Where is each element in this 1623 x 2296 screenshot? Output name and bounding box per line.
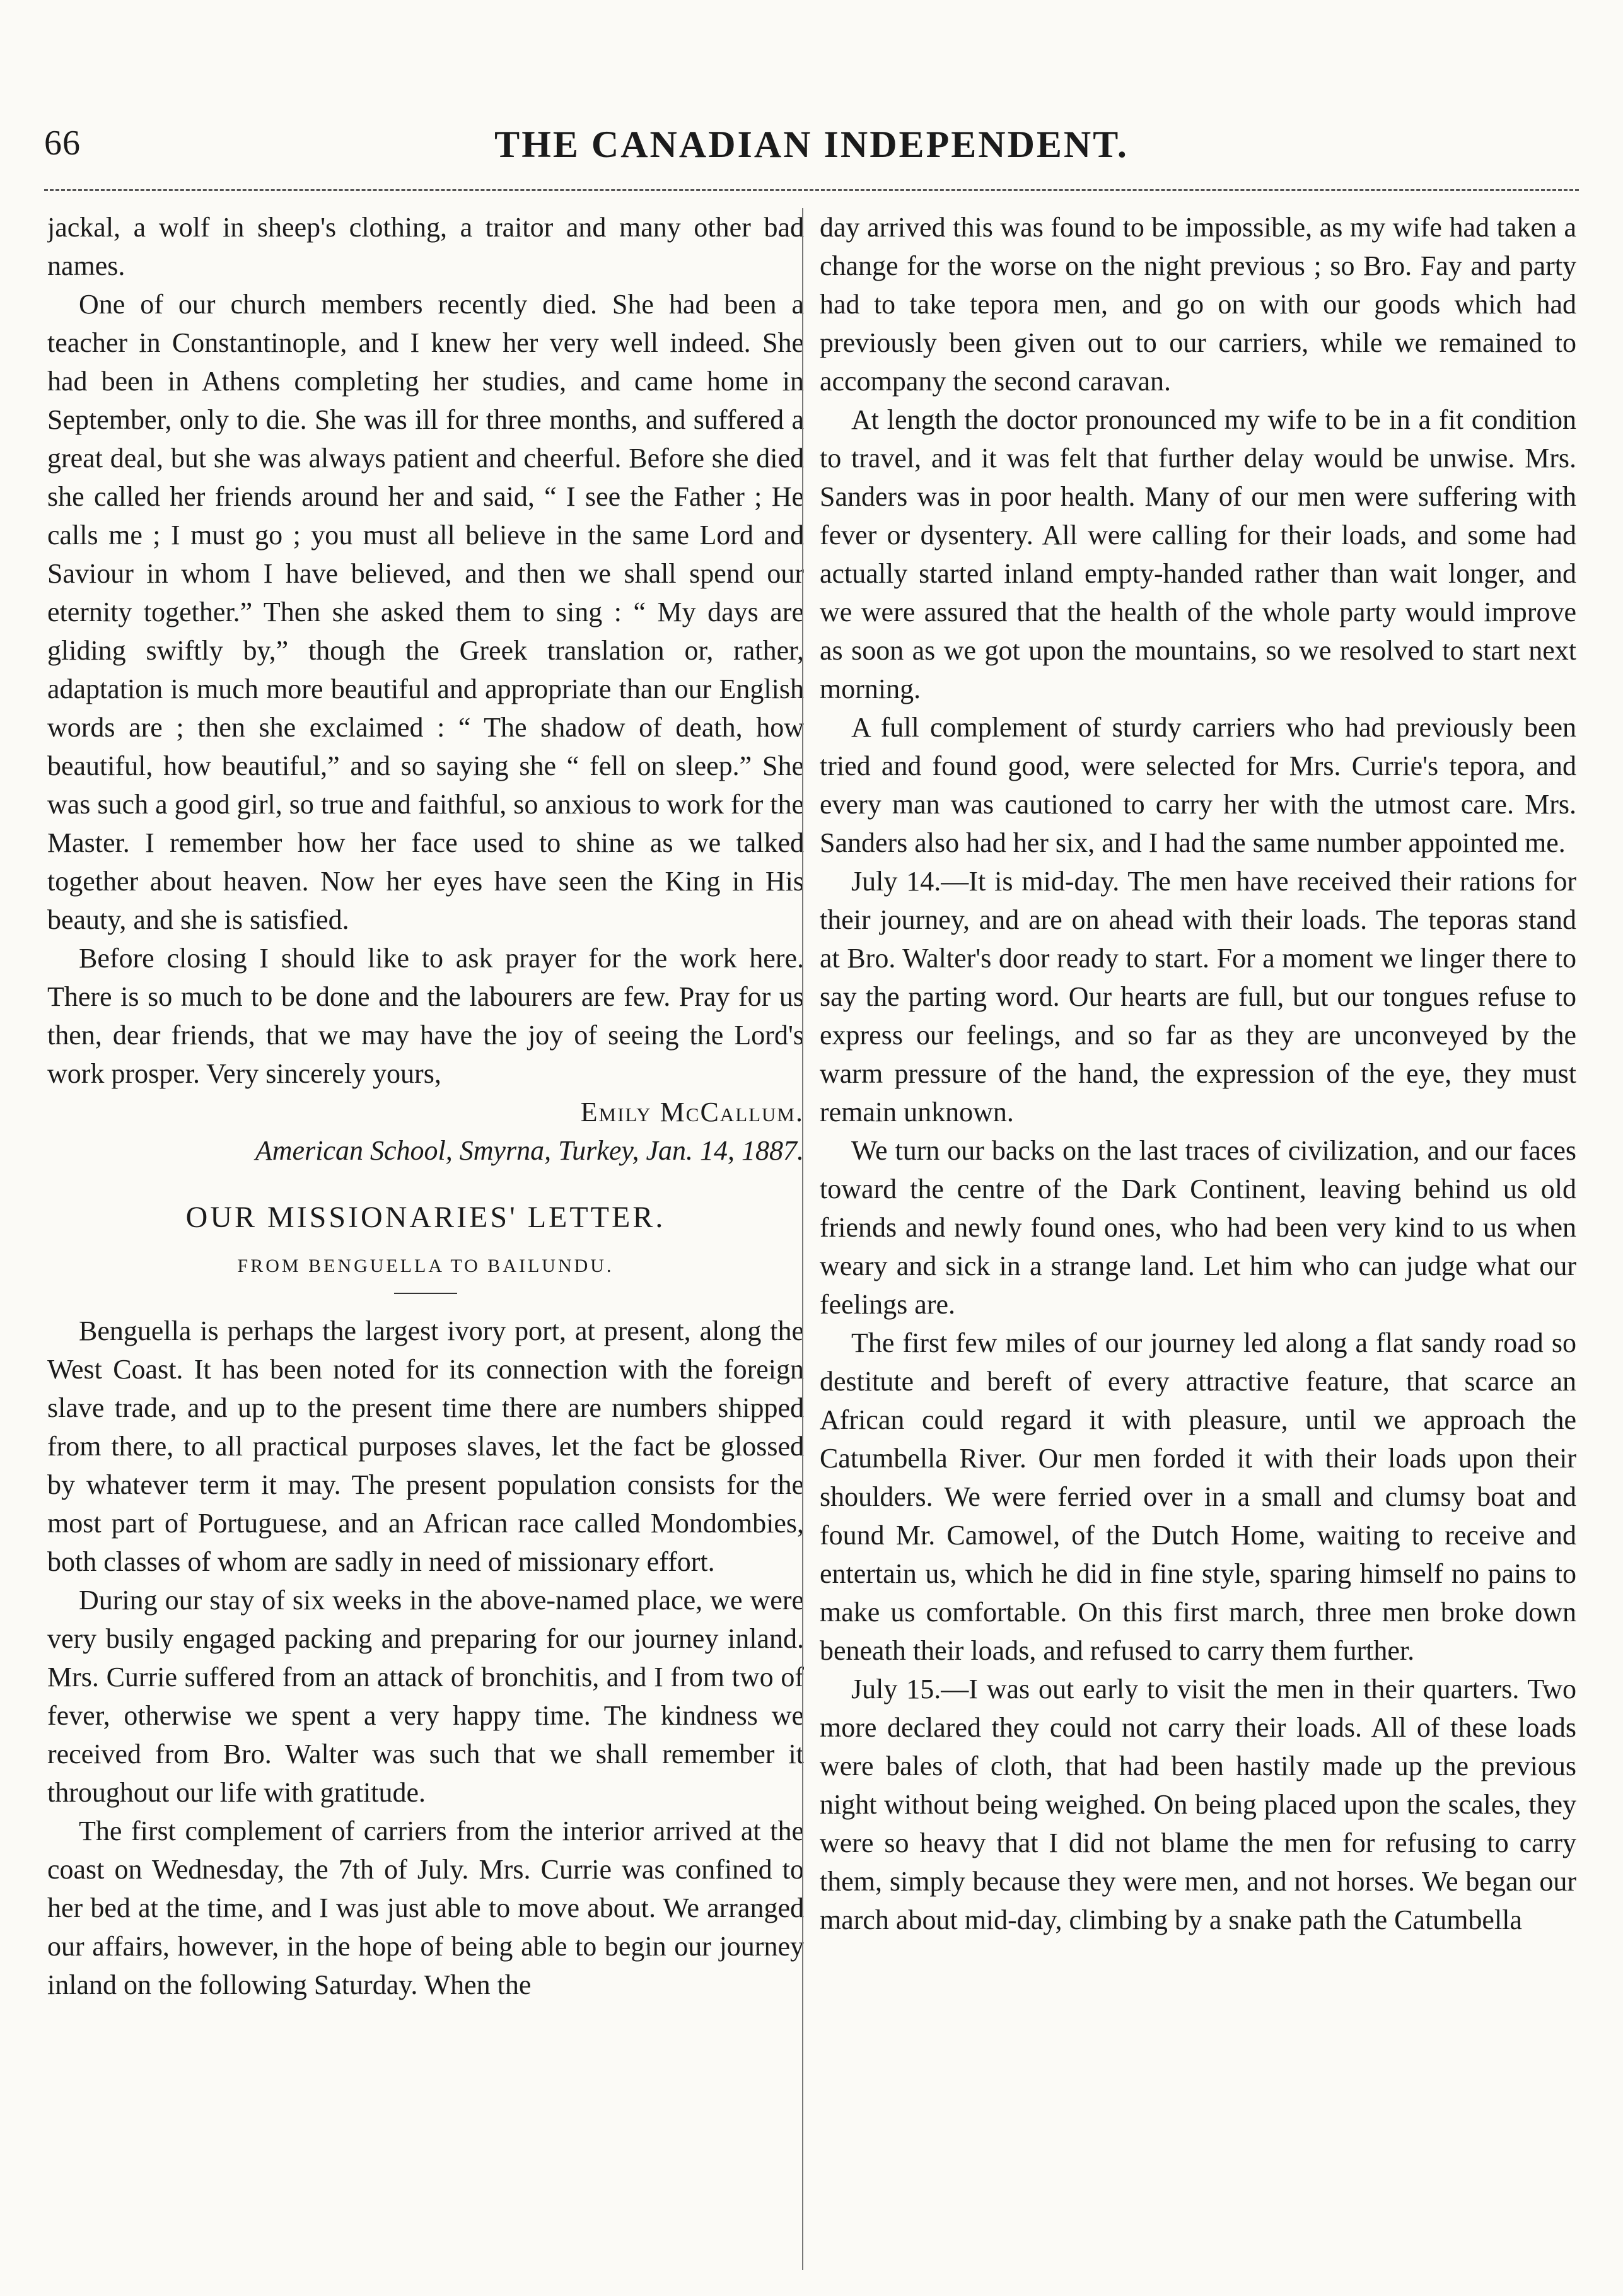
paragraph: day arrived this was found to be impossible, as my wife had taken a change for the worse on the night previous ; so Bro. Fay and party had to take tepora men, and go on with our goods which had previously been given out to our carriers, while we remained to accompany the second caravan.: [820, 212, 1576, 397]
page-header: [44, 110, 1579, 180]
paragraph: One of our church members recently died. She had been a teacher in Constantinople, and I knew her very well indeed. She had been in Athens completing her studies, and came home in September, only to die. She was ill for three months, and suffered a great deal, but she was always patient and cheerful. Before she died she called her friends around her and said, “ I see the Father ; He calls me ; I must go ; you must all believe in the same Lord and Saviour in whom I have believed, and then we shall spend our eternity together.” Then she asked them to sing : “ My days are gliding swiftly by,” though the Greek translation or, rather, adaptation is much more beautiful and appropriate than our English words are ; then she exclaimed : “ The shadow of death, how beautiful, how beautiful,” and so saying she “ fell on sleep.” She was such a good girl, so true and faithful, so anxious to work for the Master. I remember how her face used to shine as we talked together about heaven. Now her eyes have seen the King in His beauty, and she is satisfied.: [47, 289, 804, 935]
paragraph: Before closing I should like to ask prayer for the work here. There is so much to be done and the labourers are few. Pray for us then, dear friends, that we may have the joy of seeing the Lord's work prosper. Very sincerely yours,: [47, 943, 804, 1089]
paragraph: The first few miles of our journey led along a flat sandy road so destitute and bereft of every attractive feature, that scarce an African could regard it with pleasure, until we approach the Catumbella River. Our men forded it with their loads upon their shoulders. We were ferried over in a small and clumsy boat and found Mr. Camowel, of the Dutch Home, waiting to receive and entertain us, which he did in fine style, sparing himself no pains to make us comfortable. On this first march, three men broke down beneath their loads, and refused to carry them further.: [820, 1327, 1576, 1666]
paragraph: A full complement of sturdy carriers who had previously been tried and found good, were selected for Mrs. Currie's tepora, and every man was cautioned to carry her with the utmost care. Mrs. Sanders also had her six, and I had the same number appointed me.: [820, 712, 1576, 858]
paragraph: July 14.—It is mid-day. The men have received their rations for their journey, and are on ahead with their loads. The teporas stand at Bro. Walter's door ready to start. For a moment we linger there to say the parting word. Our hearts are full, but our tongues refuse to express our feelings, and so far as they are unconveyed by the warm pressure of the hand, the expression of the eye, they must remain unknown.: [820, 866, 1576, 1128]
signature: Emily McCallum.: [580, 1097, 804, 1128]
page-number: 66: [44, 124, 81, 163]
paragraph: The first complement of carriers from the interior arrived at the coast on Wednesday, the 7th of July. Mrs. Currie was confined to her bed at the time, and I was just able to move about. We arranged our affairs, however, in the hope of being able to begin our journey inland on the following Saturday. When the: [47, 1815, 804, 2000]
paragraph: We turn our backs on the last traces of civilization, and our faces toward the centre of the Dark Continent, leaving behind us old friends and newly found ones, who had been very kind to us when weary and sick in a strange land. Let him who can judge what our feelings are.: [820, 1135, 1576, 1320]
header-rule: [44, 189, 1579, 191]
paragraph: Benguella is perhaps the largest ivory port, at present, along the West Coast. It has been noted for its connection with the foreign slave trade, and up to the present time there are numbers shipped from there, to all practical purposes slaves, let the fact be glossed by whatever term it may. The present population consists for the most part of Portuguese, and an African race called Mondombies, both classes of whom are sadly in need of missionary effort.: [47, 1315, 804, 1577]
paragraph: At length the doctor pronounced my wife to be in a fit condition to travel, and it was felt that further delay would be unwise. Mrs. Sanders was in poor health. Many of our men were suffering with fever or dysentery. All were calling for their loads, and some had actually started inland empty-handed rather than wait longer, and we were assured that the health of the whole party would improve as soon as we got upon the mountains, so we resolved to start next morning.: [820, 404, 1576, 704]
section-title: OUR MISSIONARIES' LETTER.: [185, 1201, 666, 1234]
section-subtitle: FROM BENGUELLA TO BAILUNDU.: [237, 1256, 614, 1276]
paragraph: July 15.—I was out early to visit the men in their quarters. Two more declared they could not carry their loads. All of these loads were bales of cloth, that had been hastily made up the previous night without being weighed. On being placed upon the scales, they were so heavy that I did not blame the men for refusing to carry them, simply because they were men, and not horses. We began our march about mid-day, climbing by a snake path the Catumbella: [820, 1674, 1576, 1935]
right-column: [820, 208, 1576, 1939]
journal-title: THE CANADIAN INDEPENDENT.: [494, 124, 1129, 165]
column-divider: [802, 208, 803, 2270]
paragraph: jackal, a wolf in sheep's clothing, a traitor and many other bad names.: [47, 212, 804, 281]
left-column: [47, 208, 804, 2004]
paragraph: During our stay of six weeks in the above-named place, we were very busily engaged packing and preparing for our journey inland. Mrs. Currie suffered from an attack of bronchitis, and I from two of fever, otherwise we spent a very happy time. The kindness we received from Bro. Walter was such that we shall remember it throughout our life with gratitude.: [47, 1585, 804, 1808]
dateline: American School, Smyrna, Turkey, Jan. 14, 1887.: [255, 1135, 804, 1166]
section-rule: [394, 1293, 457, 1294]
